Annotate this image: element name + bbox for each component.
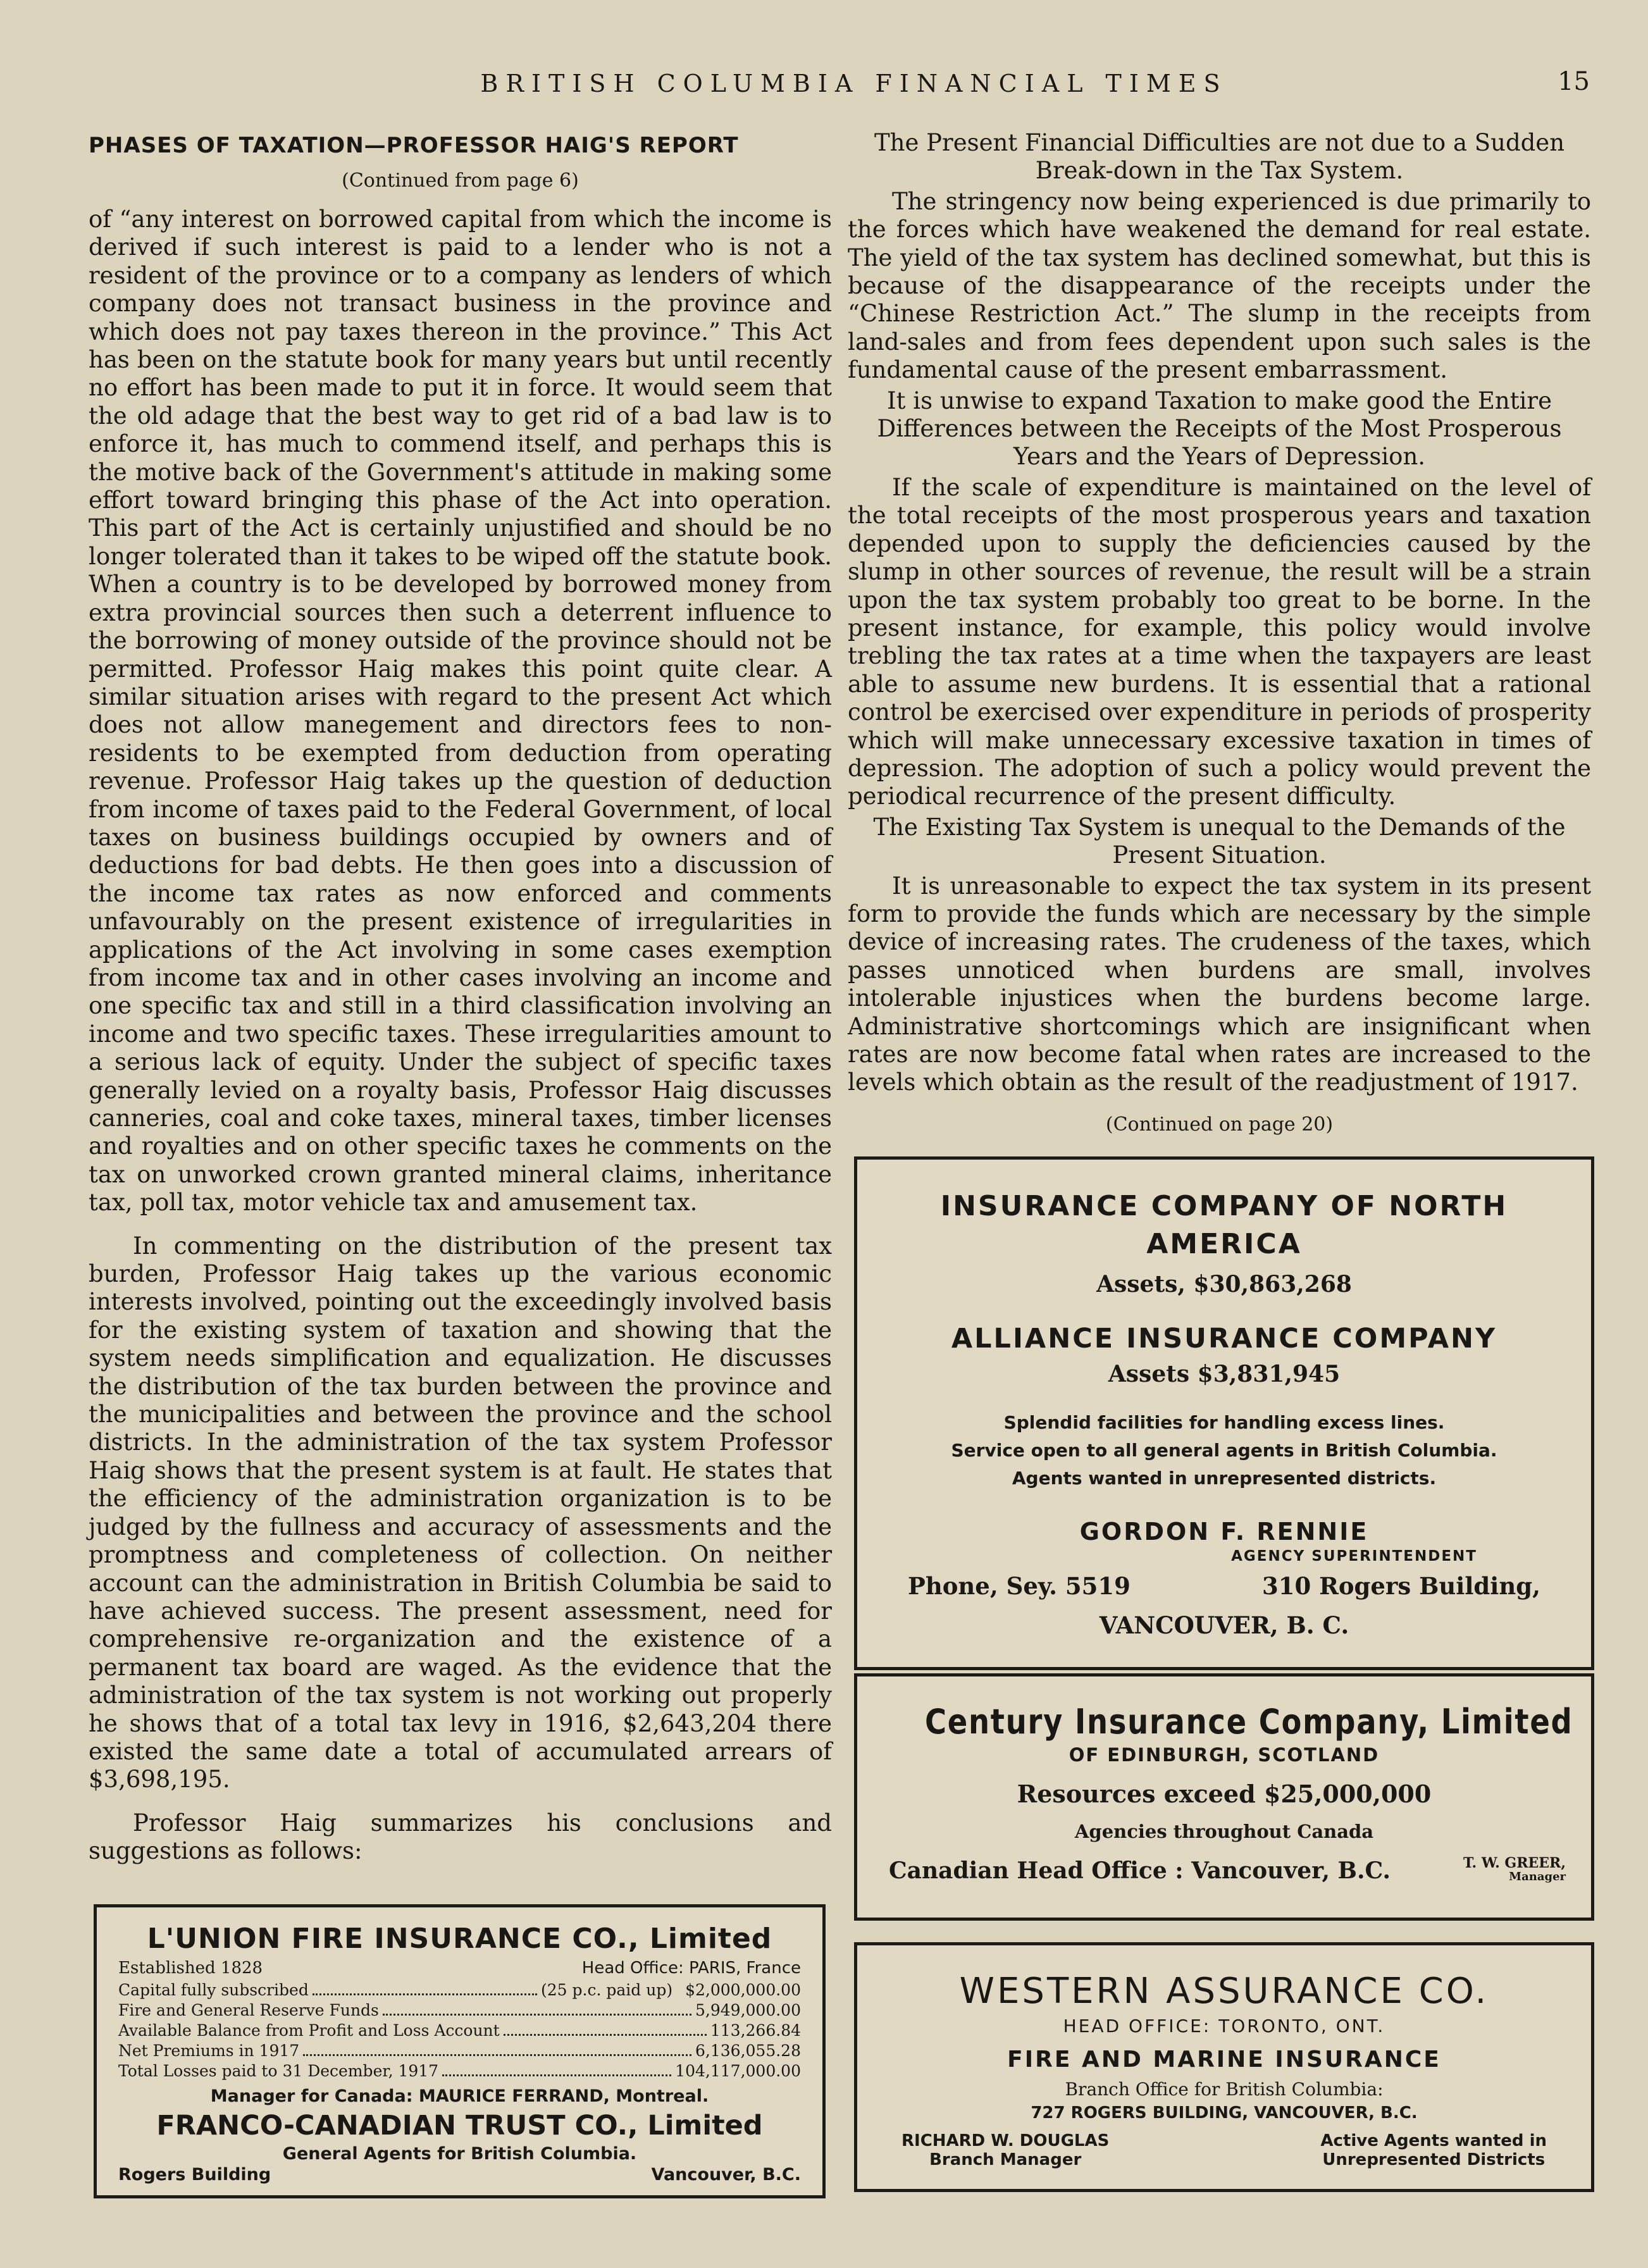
ina-phone: Phone, Sey. 5519 bbox=[908, 1572, 1131, 1600]
western-assurance-ad bbox=[854, 1942, 1594, 2192]
lunion-financials bbox=[118, 1980, 801, 2081]
continued-on: (Continued on page 20) bbox=[1105, 1113, 1334, 1136]
row-value: 104,117,000.00 bbox=[675, 2062, 801, 2080]
western-head-office: HEAD OFFICE: TORONTO, ONT. bbox=[1063, 2016, 1385, 2036]
lunion-header-row bbox=[118, 1959, 801, 1978]
century-footer-row bbox=[876, 1856, 1572, 1884]
article-paragraph-1: of “any interest on borrowed capital from which the income is derived if such interest is paid to a lender who is not a resident of the province or to a company as lenders of which company does not transact business in the province and which does not pay taxes thereon in the province.” This Act has been on the statute book for many years but until recently no effort has been made to put it in force. It would seem that the old adage that the best way to get rid of a bad law is to enforce it, has much to commend itself, and perhaps this is the motive back of the Government's attitude in making some effort toward bringing this phase of the Act into operation. This part of the Act is certainly unjustified and should be no longer tolerated than it takes to be wiped off the statute book. When a country is to be developed by borrowed money from extra provincial sources then such a deterrent influence to the borrowing of money outside of the province should not be permitted. Professor Haig makes this point quite clear. A similar situation arises with regard to the present Act which does not allow manegement and directors fees to non-residents to be exempted from deduction from operating revenue. Professor Haig takes up the question of deduction from income of taxes paid to the Federal Government, of local taxes on business buildings occupied by owners and of deductions for bad debts. He then goes into a discussion of the income tax rates as now enforced and comments unfavourably on the present existence of irregularities in applications of the Act involving in some cases exemption from income tax and in other cases involving an income and one specific tax and still in a third classification involving an income and two specific taxes. These irregularities amount to a serious lack of equity. Under the subject of specific taxes generally levied on a royalty basis, Professor Haig discusses canneries, coal and coke taxes, mineral taxes, timber licenses and royalties and on other specific taxes he comments on the tax on unworked crown granted mineral claims, inheritance tax, poll tax, motor vehicle tax and amusement tax. bbox=[89, 206, 832, 1217]
franco-canadian-trust-name: FRANCO-CANADIAN TRUST CO., Limited bbox=[156, 2110, 763, 2141]
lunion-building: Rogers Building bbox=[118, 2165, 271, 2184]
continued-from: (Continued from page 6) bbox=[342, 170, 579, 192]
western-footer-row bbox=[901, 2131, 1547, 2169]
western-manager-name: RICHARD W. DOUGLAS bbox=[901, 2131, 1110, 2150]
western-lines: FIRE AND MARINE INSURANCE bbox=[1007, 2047, 1441, 2073]
lunion-head-office: Head Office: PARIS, France bbox=[581, 1959, 801, 1978]
row-note: (25 p.c. paid up) bbox=[541, 1981, 673, 1999]
running-head: BRITISH COLUMBIA FINANCIAL TIMES bbox=[480, 70, 1228, 97]
century-name: Century Insurance Company, Limited bbox=[925, 1702, 1573, 1742]
ina-ad bbox=[854, 1156, 1594, 1670]
lunion-name: L'UNION FIRE INSURANCE CO., Limited bbox=[147, 1923, 772, 1955]
ina-line-2: Service open to all general agents in British Columbia. bbox=[951, 1440, 1497, 1461]
section-heading-1: The Present Financial Difficulties are not due to a Sudden Break-down in the Tax System. bbox=[874, 129, 1565, 185]
lunion-row-capital bbox=[118, 1980, 801, 2000]
western-agents-line-1: Active Agents wanted in bbox=[1320, 2131, 1547, 2150]
row-label: Total Losses paid to 31 December, 1917 bbox=[118, 2062, 439, 2080]
row-label: Fire and General Reserve Funds bbox=[118, 2001, 379, 2019]
row-label: Capital fully subscribed bbox=[118, 1981, 309, 1999]
ina-agent: GORDON F. RENNIE bbox=[1079, 1518, 1369, 1546]
lunion-row-premiums bbox=[118, 2041, 801, 2061]
left-column bbox=[89, 127, 832, 1866]
lunion-established: Established 1828 bbox=[118, 1959, 263, 1978]
western-agents bbox=[1320, 2131, 1547, 2169]
ina-city: VANCOUVER, B. C. bbox=[1099, 1611, 1349, 1639]
century-head-office: Canadian Head Office : Vancouver, B.C. bbox=[889, 1857, 1391, 1884]
row-value: 6,136,055.28 bbox=[695, 2042, 801, 2060]
lunion-row-reserve bbox=[118, 2000, 801, 2021]
ina-assets: Assets, $30,863,268 bbox=[1096, 1271, 1352, 1298]
century-location: OF EDINBURGH, SCOTLAND bbox=[1069, 1744, 1380, 1766]
article-paragraph-3: Professor Haig summarizes his conclusions and suggestions as follows: bbox=[89, 1809, 832, 1865]
alliance-assets: Assets $3,831,945 bbox=[1108, 1361, 1341, 1387]
century-agencies: Agencies throughout Canada bbox=[1074, 1821, 1374, 1842]
article-title: PHASES OF TAXATION—PROFESSOR HAIG'S REPORT bbox=[89, 133, 739, 158]
page-number: 15 bbox=[1558, 67, 1590, 96]
western-name: WESTERN ASSURANCE CO. bbox=[959, 1971, 1489, 2012]
century-manager-title: Manager bbox=[1509, 1870, 1566, 1883]
section-body-3: It is unreasonable to expect the tax system in its present form to provide the funds which are necessary by the simple device of increasing rates. The crudeness of the taxes, which passes unnoticed when burdens are small, involves intolerable injustices when the burdens become large. Administrative shortcomings which are insignificant when rates are now become fatal when rates are increased to the levels which obtain as the result of the readjustment of 1917. bbox=[848, 872, 1591, 1096]
row-value: 113,266.84 bbox=[710, 2021, 801, 2040]
lunion-city: Vancouver, B.C. bbox=[651, 2165, 801, 2184]
ina-line-3: Agents wanted in unrepresented districts. bbox=[1012, 1468, 1437, 1489]
century-resources: Resources exceed $25,000,000 bbox=[1017, 1780, 1432, 1808]
section-heading-3: The Existing Tax System is unequal to the Demands of the Present Situation. bbox=[873, 813, 1566, 869]
section-body-2: If the scale of expenditure is maintained on the level of the total receipts of the most prosperous years and taxation depended upon to supply the deficiencies caused by the slump in other sources of revenue, the result will be a strain upon the tax system probably too great to be borne. In the present instance, for example, this policy would involve trebling the tax rates at a time when the taxpayers are least able to assume new burdens. It is essential that a rational control be exercised over expenditure in periods of prosperity which will make unnecessary excessive taxation in times of depression. The adoption of such a policy would prevent the periodical recurrence of the present difficulty. bbox=[848, 473, 1591, 810]
western-manager bbox=[901, 2131, 1109, 2169]
alliance-name: ALLIANCE INSURANCE COMPANY bbox=[951, 1323, 1497, 1354]
ina-agent-title: AGENCY SUPERINTENDENT bbox=[1231, 1548, 1477, 1565]
ina-address: 310 Rogers Building, bbox=[1261, 1572, 1540, 1600]
ina-contact-row bbox=[876, 1572, 1572, 1600]
lunion-row-losses bbox=[118, 2061, 801, 2081]
section-heading-2: It is unwise to expand Taxation to make good the Entire Differences between the Receipts of the Most Prosperous Years and the Years of Depression. bbox=[877, 387, 1562, 471]
lunion-row-balance bbox=[118, 2021, 801, 2041]
century-manager bbox=[1463, 1856, 1572, 1884]
lunion-manager: Manager for Canada: MAURICE FERRAND, Montreal. bbox=[210, 2086, 709, 2106]
western-address: 727 ROGERS BUILDING, VANCOUVER, B.C. bbox=[1031, 2104, 1418, 2122]
century-insurance-ad bbox=[854, 1673, 1594, 1921]
row-value: 5,949,000.00 bbox=[695, 2001, 801, 2019]
western-branch: Branch Office for British Columbia: bbox=[1065, 2079, 1384, 2100]
century-manager-name: T. W. GREER, bbox=[1463, 1855, 1566, 1871]
row-label: Net Premiums in 1917 bbox=[118, 2042, 300, 2060]
lunion-footer-row bbox=[118, 2165, 801, 2184]
ina-line-1: Splendid facilities for handling excess lines. bbox=[1003, 1412, 1445, 1433]
western-manager-title: Branch Manager bbox=[929, 2150, 1082, 2169]
row-label: Available Balance from Profit and Loss Account bbox=[118, 2021, 500, 2040]
western-agents-line-2: Unrepresented Districts bbox=[1322, 2150, 1546, 2169]
article-paragraph-2: In commenting on the distribution of the present tax burden, Professor Haig takes up the various economic interests involved, pointing out the exceedingly involved basis for the existing system of taxation and showing that the system needs simplification and equalization. He discusses the distribution of the tax burden between the province and the municipalities and between the province and the school districts. In the administration of the tax system Professor Haig shows that the present system is at fault. He states that the efficiency of the administration organization is to be judged by the fullness and accuracy of assessments and the promptness and completeness of collection. On neither account can the administration in British Columbia be said to have achieved success. The present assessment, need for comprehensive re-organization and the existence of a permanent tax board are waged. As the evidence that the administration of the tax system is not working out properly he shows that of a total tax levy in 1916, $2,643,204 there existed the same date a total of accumulated arrears of $3,698,195. bbox=[89, 1232, 832, 1794]
lunion-fire-ad bbox=[94, 1904, 826, 2198]
section-body-1: The stringency now being experienced is due primarily to the forces which have weakened the demand for real estate. The yield of the tax system has declined somewhat, but this is because of the disappearance of the receipts under the “Chinese Restriction Act.” The slump in the receipts from land-sales and from fees dependent upon such sales is the fundamental cause of the present embarrassment. bbox=[848, 187, 1591, 384]
ina-name: INSURANCE COMPANY OF NORTH AMERICA bbox=[940, 1190, 1508, 1260]
lunion-general-agents: General Agents for British Columbia. bbox=[282, 2144, 637, 2164]
row-value: $2,000,000.00 bbox=[685, 1981, 801, 1999]
right-column bbox=[848, 127, 1591, 1149]
